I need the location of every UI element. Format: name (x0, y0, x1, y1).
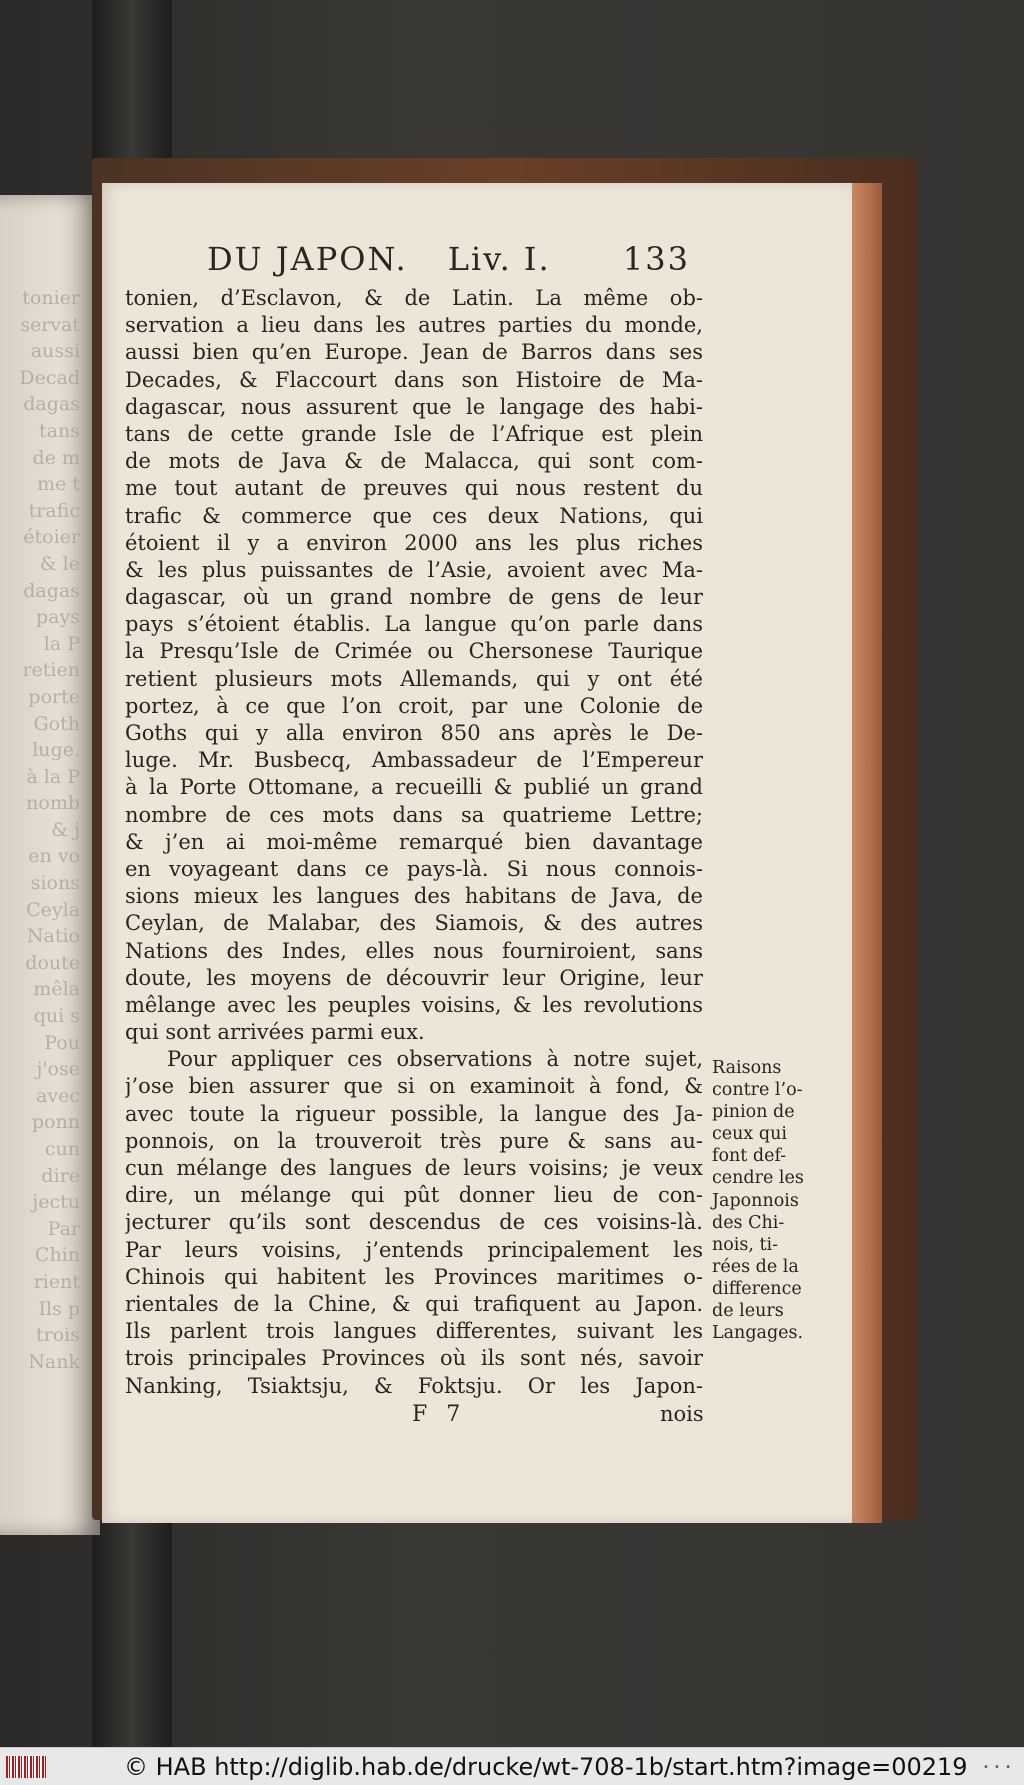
margin-note-line: rées de la (712, 1256, 799, 1277)
left-page-bleed-line: pays (36, 606, 80, 629)
text-line: nombre de ces mots dans sa quatrieme Lettre; (125, 802, 703, 827)
text-line: & j’en ai moi-même remarqué bien davantage (125, 829, 703, 854)
left-page-bleed-line: rient (33, 1270, 80, 1293)
text-line: j’ose bien assurer que si on examinoit à fond, & (125, 1074, 703, 1099)
signature-mark: F 7 (412, 1402, 467, 1427)
text-line: pays s’étoient établis. La langue qu’on parle dans (125, 612, 703, 637)
header-book: Liv. I. (447, 240, 551, 278)
text-line: jecturer qu’ils sont descendus de ces voisins-là. (125, 1210, 703, 1235)
text-line: mêlange avec les peuples voisins, & les revolutions (125, 992, 703, 1017)
text-line: trois principales Provinces où ils sont nés, savoir (125, 1346, 703, 1371)
page-number: 133 (622, 240, 690, 278)
text-line: trafic & commerce que ces deux Nations, qui (125, 503, 703, 528)
text-line: Ils parlent trois langues differentes, suivant les (125, 1319, 703, 1344)
left-page-bleed-line: la P (43, 632, 80, 655)
catchword: nois (660, 1402, 704, 1426)
margin-note-line: des Chi- (712, 1212, 785, 1233)
left-page-bleed-line: retien (22, 659, 80, 682)
text-line: me tout autant de preuves qui nous restent du (125, 476, 703, 501)
text-line: cun mélange des langues de leurs voisins; je veux (125, 1156, 703, 1180)
text-line: Nations des Indes, elles nous fourniroient, sans (125, 938, 703, 963)
text-line: rientales de la Chine, & qui trafiquent au Japon. (125, 1291, 703, 1316)
left-page-bleed-line: Ils p (38, 1297, 80, 1320)
text-line: Goths qui y alla environ 850 ans après le De- (125, 721, 703, 745)
left-page-bleed-line: de m (32, 446, 80, 469)
text-line: tans de cette grande Isle de l’Afrique est plein (125, 421, 703, 446)
text-line: luge. Mr. Busbecq, Ambassadeur de l’Empereur (125, 748, 703, 773)
margin-note-line: difference (712, 1278, 802, 1299)
left-page-bleed-line: me t (37, 473, 80, 496)
left-page-bleed-line: & j (51, 818, 80, 841)
left-page-bleed-line: Decad (19, 366, 80, 389)
left-page-bleed-line: en vo (28, 845, 80, 868)
hab-logo-icon (6, 1756, 46, 1778)
left-page-bleed-line: nomb (26, 792, 80, 815)
text-line: portez, à ce que l’on croit, par une Colonie de (125, 693, 703, 718)
text-line: tonien, d’Esclavon, & de Latin. La même ob- (125, 286, 703, 310)
footer-dots: • • • (982, 1762, 1012, 1773)
left-page-bleed-line: Chin (34, 1244, 80, 1267)
left-page-bleed-line: mêla (33, 978, 80, 1001)
left-page-bleed-line: jectu (32, 1191, 80, 1214)
margin-note-line: cendre les (712, 1168, 804, 1189)
text-line: aussi bien qu’en Europe. Jean de Barros dans ses (125, 340, 703, 365)
running-header (207, 240, 690, 286)
left-page-bleed-line: servat (20, 313, 80, 336)
text-line: Par leurs voisins, j’entends principalement les (125, 1237, 703, 1262)
text-line: de mots de Java & de Malacca, qui sont com- (125, 449, 703, 474)
left-page-bleed-line: à la P (26, 765, 80, 788)
text-line: à la Porte Ottomane, a recueilli & publié un grand (125, 775, 703, 800)
left-page-bleed-line: tonier (22, 287, 80, 309)
text-line: retient plusieurs mots Allemands, qui y ont été (125, 666, 703, 691)
text-line: sions mieux les langues des habitans de Java, de (125, 884, 703, 909)
margin-note (712, 1057, 812, 1344)
text-line: qui sont arrivées parmi eux. (125, 1020, 425, 1045)
text-line: ponnois, on la trouveroit très pure & sans au- (125, 1128, 703, 1153)
margin-note-line: de leurs (712, 1301, 784, 1322)
left-page-bleed-line: doute (25, 951, 80, 974)
left-page-bleed-line: ponn (31, 1111, 80, 1134)
left-page-bleed-line: trafic (28, 499, 80, 522)
left-page-bleed-line: j'ose (36, 1058, 80, 1081)
text-line: dagascar, où un grand nombre de gens de leur (125, 585, 703, 610)
left-page-bleed-line: qui s (33, 1005, 80, 1028)
text-line: servation a lieu dans les autres parties du monde, (125, 313, 703, 338)
text-line: Nanking, Tsiaktsju, & Foktsju. Or les Japon- (125, 1373, 703, 1398)
margin-note-line: Japonnois (712, 1190, 799, 1211)
left-page-bleed-line: aussi (30, 340, 80, 363)
margin-note-line: Langages. (712, 1323, 804, 1344)
text-line: la Presqu’Isle de Crimée ou Chersonese Taurique (125, 639, 703, 664)
left-page-bleed-line: Ceyla (26, 898, 80, 921)
left-page-bleed-line: trois (36, 1324, 80, 1347)
left-page-bleed-line: tans (39, 419, 80, 442)
left-page-bleed-line: & le (39, 552, 80, 575)
footer-url[interactable]: © HAB http://diglib.hab.de/drucke/wt-708-1b/start.htm?image=00219 (124, 1753, 968, 1781)
text-line: Decades, & Flaccourt dans son Histoire de Ma- (125, 367, 703, 392)
left-page-bleed-line: sions (30, 872, 80, 895)
viewer-footer (0, 1747, 1024, 1785)
left-page-bleed-line: porte (28, 685, 80, 708)
text-line: Pour appliquer ces observations à notre sujet, (167, 1047, 703, 1072)
left-page-bleed-line: Natio (26, 925, 80, 948)
left-page-bleed-line: dire (41, 1164, 80, 1187)
text-line: Ceylan, de Malabar, des Siamois, & des autres (125, 911, 703, 936)
left-page-bleed-line: Par (47, 1217, 80, 1240)
margin-note-line: pinion de (712, 1102, 795, 1123)
margin-note-line: ceux qui (712, 1124, 787, 1145)
left-page-bleed-line: dagas (23, 393, 80, 416)
text-line: Chinois qui habitent les Provinces maritimes o- (125, 1264, 703, 1289)
left-page-bleed-line: Goth (33, 712, 80, 735)
left-page-bleed-line: dagas (23, 579, 80, 602)
margin-note-line: font def- (712, 1146, 787, 1167)
margin-note-line: contre l’o- (712, 1080, 803, 1101)
left-page-bleed-line: Nank (28, 1350, 80, 1373)
margin-note-line: Raisons (712, 1058, 782, 1078)
body-text (125, 285, 703, 1400)
text-line: en voyageant dans ce pays-là. Si nous connois- (125, 856, 703, 881)
page-block-edge (850, 183, 882, 1523)
text-line: dire, un mélange qui pût donner lieu de con- (125, 1183, 703, 1208)
text-line: étoient il y a environ 2000 ans les plus riches (125, 530, 703, 555)
header-title: DU JAPON. (207, 240, 408, 278)
left-page-bleed-line: avec (36, 1084, 80, 1107)
left-page-bleed-line: luge. (32, 739, 80, 762)
text-line: & les plus puissantes de l’Asie, avoient avec Ma- (125, 557, 703, 582)
left-page-bleed-line: cun (44, 1138, 80, 1160)
left-page-bleed-line: étoier (23, 526, 80, 549)
margin-note-line: nois, ti- (712, 1234, 779, 1255)
text-line: doute, les moyens de découvrir leur Origine, leur (125, 965, 703, 990)
text-line: avec toute la rigueur possible, la langue des Ja- (125, 1101, 703, 1126)
left-page-bleed-text (0, 285, 80, 1415)
left-page-bleed-line: Pou (44, 1031, 80, 1054)
text-line: dagascar, nous assurent que le langage des habi- (125, 394, 703, 419)
